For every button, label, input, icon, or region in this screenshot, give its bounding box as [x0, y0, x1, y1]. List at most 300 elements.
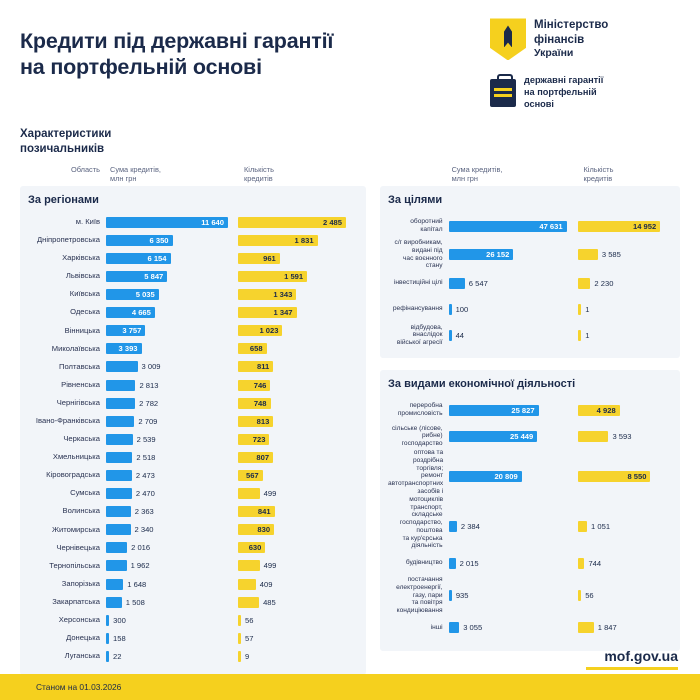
bar-value: 1 023 — [259, 326, 279, 336]
chart-row — [28, 213, 358, 231]
right-column-headers — [380, 165, 680, 187]
chart-row — [28, 304, 358, 322]
bar-cell — [106, 398, 238, 409]
bar-cell — [578, 249, 672, 260]
bar-value: 8 550 — [627, 471, 647, 481]
bar-cell — [106, 470, 238, 481]
bar — [238, 398, 271, 409]
ministry-logo-text — [534, 18, 608, 61]
col-header-count-right: Кількість кредитів — [583, 164, 614, 183]
bar-value: 935 — [455, 591, 469, 601]
panel-goals-title: За цілями — [388, 194, 443, 207]
row-label: с/г виробникам, видані під час воєнного стану — [394, 239, 443, 270]
bar — [106, 416, 134, 427]
col-header-region: Область — [70, 164, 100, 174]
chart-row — [388, 270, 672, 296]
chart-row — [388, 576, 672, 615]
row-label: Черкаська — [63, 434, 100, 444]
bar-cell — [238, 542, 358, 553]
bar-value: 44 — [455, 330, 465, 340]
bar-cell — [106, 597, 238, 608]
bar-cell — [578, 521, 672, 532]
bar-value: 6 350 — [149, 235, 169, 245]
bar-cell — [449, 622, 579, 633]
bar-value: 630 — [248, 543, 262, 553]
bar-cell — [449, 521, 579, 532]
chart-row — [28, 267, 358, 285]
chart-row — [28, 376, 358, 394]
bar-value: 1 — [585, 304, 590, 314]
bar — [449, 431, 538, 442]
bar-value: 723 — [252, 434, 266, 444]
chart-row — [28, 629, 358, 647]
footer-bar — [0, 674, 700, 700]
logo-block — [490, 18, 680, 111]
bar — [578, 431, 608, 442]
bar-value: 158 — [113, 633, 126, 643]
row-label: Чернівецька — [56, 542, 100, 552]
bar-cell — [449, 558, 579, 569]
bar-cell — [578, 304, 672, 315]
bar — [238, 488, 260, 499]
bar — [449, 558, 456, 569]
chart-row — [28, 394, 358, 412]
bar-cell — [106, 579, 238, 590]
bar-value: 14 952 — [632, 221, 657, 231]
bar-value: 2 518 — [136, 452, 156, 462]
bar-cell — [106, 651, 238, 662]
bar-cell — [449, 590, 579, 601]
bar-cell — [238, 235, 358, 246]
row-label: Київська — [69, 289, 100, 299]
bar — [238, 235, 318, 246]
bar — [449, 221, 567, 232]
bar-cell — [449, 221, 579, 232]
bar-value: 2 782 — [139, 398, 159, 408]
row-label: Хмельницька — [52, 452, 100, 462]
bar-value: 746 — [253, 380, 267, 390]
panel-regions — [20, 186, 366, 675]
bar — [106, 380, 135, 391]
bar-cell — [238, 289, 358, 300]
bar-value: 2 539 — [136, 434, 156, 444]
footer-note: Станом на 01.03.2026 — [36, 682, 122, 692]
bar-value: 25 449 — [510, 431, 534, 441]
bar — [578, 471, 650, 482]
bar — [238, 597, 259, 608]
row-label: Вінницька — [64, 325, 100, 335]
chart-row — [28, 340, 358, 358]
row-label: Донецька — [66, 633, 100, 643]
bar-value: 813 — [256, 416, 270, 426]
bar — [238, 542, 265, 553]
bar-value: 841 — [257, 507, 271, 517]
bar-value: 499 — [263, 489, 277, 499]
bar-cell — [578, 278, 672, 289]
bar-value: 22 — [113, 651, 122, 661]
bar-cell — [106, 361, 238, 372]
row-label: Одеська — [70, 307, 100, 317]
chart-row — [28, 466, 358, 484]
bar-value: 1 847 — [597, 623, 617, 633]
bar-value: 1 962 — [130, 561, 150, 571]
bar — [578, 405, 619, 416]
bar-cell — [578, 221, 672, 232]
bar — [106, 470, 132, 481]
bar-cell — [238, 560, 358, 571]
chart-row — [28, 521, 358, 539]
bar-cell — [238, 343, 358, 354]
briefcase-icon — [490, 79, 516, 107]
bar — [106, 398, 135, 409]
bar-cell — [578, 471, 672, 482]
bar — [449, 622, 460, 633]
bar-value: 811 — [256, 362, 270, 372]
bar-cell — [238, 488, 358, 499]
bar-value: 2 016 — [131, 543, 151, 553]
bar-cell — [449, 431, 579, 442]
program-logo-text — [524, 75, 603, 111]
bar-cell — [238, 416, 358, 427]
bar-value: 1 831 — [294, 235, 314, 245]
bar-cell — [106, 343, 238, 354]
left-column — [20, 165, 366, 676]
bar-value: 56 — [245, 615, 254, 625]
row-label: інші — [430, 624, 443, 632]
bar — [238, 506, 275, 517]
charts-columns — [20, 165, 680, 676]
bar-cell — [578, 431, 672, 442]
bar-value: 499 — [263, 561, 277, 571]
bar — [106, 434, 133, 445]
bar-value: 2 470 — [135, 489, 155, 499]
program-line-3: основі — [524, 98, 554, 109]
bar-value: 830 — [257, 525, 271, 535]
bar-cell — [238, 307, 358, 318]
bar — [106, 343, 142, 354]
bar-cell — [106, 633, 238, 644]
bar — [106, 524, 131, 535]
bar-value: 2 813 — [139, 380, 159, 390]
row-label: Тернопільська — [49, 560, 100, 570]
row-label: Івано-Франківська — [35, 416, 100, 426]
bar — [106, 253, 171, 264]
row-label: переробна промисловість — [397, 402, 443, 418]
bar-cell — [106, 615, 238, 626]
bar — [449, 471, 522, 482]
bar — [578, 622, 594, 633]
bar-cell — [238, 452, 358, 463]
bar — [238, 253, 280, 264]
bar — [106, 506, 131, 517]
row-label: Закарпатська — [52, 596, 100, 606]
site-url[interactable]: mof.gov.ua — [604, 648, 678, 664]
row-label: інвестиційні цілі — [393, 279, 443, 287]
bar-cell — [106, 380, 238, 391]
bar-cell — [106, 235, 238, 246]
bar-cell — [106, 524, 238, 535]
panel-activities — [380, 370, 680, 651]
bar-cell — [106, 506, 238, 517]
row-label: постачання електроенергії, газу, пари та повітря кондиціювання — [396, 576, 443, 615]
chart-row — [28, 412, 358, 430]
row-label: Кіровоградська — [46, 470, 100, 480]
bar-cell — [578, 405, 672, 416]
chart-row — [28, 322, 358, 340]
bar-value: 2 340 — [134, 525, 154, 535]
bar-cell — [106, 488, 238, 499]
chart-row — [28, 593, 358, 611]
ministry-line-1: Міністерство — [534, 19, 609, 31]
bar — [238, 470, 263, 481]
program-line-1: державні гарантії — [524, 74, 604, 85]
col-header-spacer — [388, 165, 448, 184]
bar-cell — [449, 330, 579, 341]
bar-value: 1 591 — [284, 271, 304, 281]
bar-cell — [238, 579, 358, 590]
ministry-line-3: України — [534, 47, 574, 60]
panel-regions-title: За регіонами — [28, 194, 99, 207]
chart-row — [28, 539, 358, 557]
program-line-2: на портфельній — [524, 86, 597, 97]
bar-value: 4 928 — [596, 405, 616, 415]
goals-rows — [388, 213, 672, 348]
row-label: Чернігівська — [56, 397, 100, 407]
page-title: Кредити під державні гарантії на портфельній основі — [20, 29, 334, 80]
chart-row — [28, 647, 358, 665]
bar-cell — [106, 416, 238, 427]
bar — [578, 521, 587, 532]
bar-value: 409 — [259, 579, 273, 589]
bar-cell — [449, 278, 579, 289]
bar — [106, 560, 127, 571]
header — [20, 18, 680, 111]
col-header-sum-right: Сума кредитів, млн грн — [451, 164, 503, 183]
chart-row — [28, 430, 358, 448]
bar — [578, 249, 598, 260]
row-label: будівництво — [405, 559, 443, 567]
chart-row — [28, 503, 358, 521]
bar-cell — [449, 249, 579, 260]
bar-cell — [238, 325, 358, 336]
bar-cell — [106, 542, 238, 553]
chart-row — [388, 397, 672, 423]
bar-value: 3 757 — [122, 326, 142, 336]
row-label: Луганська — [64, 651, 100, 661]
bar-cell — [106, 271, 238, 282]
bar-value: 20 809 — [494, 471, 518, 481]
bar — [238, 271, 307, 282]
bar — [106, 597, 122, 608]
bar-value: 2 363 — [134, 507, 154, 517]
bar-cell — [238, 597, 358, 608]
bar — [238, 343, 267, 354]
bar-cell — [578, 330, 672, 341]
bar-cell — [578, 622, 672, 633]
bar — [106, 325, 145, 336]
bar — [106, 271, 167, 282]
bar — [238, 307, 297, 318]
bar-value: 26 152 — [486, 250, 510, 260]
bar-value: 748 — [253, 398, 267, 408]
chart-row — [28, 249, 358, 267]
bar-value: 57 — [245, 633, 254, 643]
bar-cell — [238, 271, 358, 282]
bar — [106, 307, 155, 318]
row-label: Херсонська — [58, 615, 100, 625]
bar — [238, 452, 273, 463]
bar-value: 1 — [585, 330, 590, 340]
bar-value: 25 827 — [511, 405, 535, 415]
row-label: оптова та роздрібна торгівля; ремонт автотранспортних засобів і мотоциклів — [388, 449, 444, 503]
row-label: Дніпропетровська — [36, 235, 100, 245]
bar-cell — [449, 471, 578, 482]
bar-value: 1 051 — [591, 522, 611, 532]
chart-row — [28, 231, 358, 249]
bar — [238, 524, 274, 535]
chart-row — [388, 449, 672, 503]
bar-cell — [238, 217, 358, 228]
bar-cell — [106, 217, 238, 228]
bar — [238, 579, 256, 590]
bar-value: 567 — [245, 470, 259, 480]
bar-value: 485 — [263, 597, 276, 607]
bar — [238, 416, 273, 427]
chart-row — [388, 239, 672, 270]
right-column — [380, 165, 680, 676]
bar-value: 2 709 — [138, 416, 158, 426]
chart-row — [28, 611, 358, 629]
ministry-logo — [490, 18, 608, 61]
bar-value: 4 665 — [131, 308, 151, 318]
bar — [238, 289, 296, 300]
bar-value: 1 508 — [125, 597, 145, 607]
bar-value: 3 009 — [141, 362, 161, 372]
row-label: рефінансування — [392, 305, 443, 313]
bar — [238, 325, 282, 336]
bar-value: 961 — [263, 253, 276, 263]
bar-cell — [238, 470, 358, 481]
bar-value: 47 631 — [539, 221, 563, 231]
bar — [106, 235, 173, 246]
bar-cell — [238, 524, 358, 535]
row-label: м. Київ — [75, 216, 100, 226]
bar — [578, 278, 590, 289]
bar — [238, 560, 260, 571]
bar-value: 5 847 — [144, 271, 164, 281]
bar-value: 100 — [455, 304, 469, 314]
bar — [449, 405, 539, 416]
bar — [106, 217, 228, 228]
bar-value: 1 648 — [127, 579, 147, 589]
bar-value: 744 — [588, 558, 602, 568]
left-column-headers — [20, 165, 366, 187]
chart-row — [388, 504, 672, 551]
bar — [449, 249, 514, 260]
site-url-underline — [586, 667, 678, 670]
chart-row — [388, 296, 672, 322]
chart-row — [28, 358, 358, 376]
bar-cell — [106, 325, 238, 336]
bar-cell — [106, 560, 238, 571]
bar — [449, 521, 457, 532]
chart-row — [388, 615, 672, 641]
bar-cell — [238, 651, 358, 662]
bar-value: 1 347 — [273, 308, 293, 318]
chart-row — [28, 557, 358, 575]
bar-value: 6 547 — [468, 278, 488, 288]
activities-rows — [388, 397, 672, 641]
chart-row — [28, 485, 358, 503]
bar-cell — [238, 615, 358, 626]
bar-cell — [238, 380, 358, 391]
bar-cell — [106, 452, 238, 463]
row-label: Полтавська — [59, 361, 100, 371]
chart-row — [388, 423, 672, 449]
bar-value: 658 — [249, 344, 263, 354]
chart-row — [388, 550, 672, 576]
bar — [238, 380, 270, 391]
bar — [106, 289, 159, 300]
bar — [238, 217, 346, 228]
row-label: Сумська — [70, 488, 100, 498]
bar-value: 3 585 — [601, 250, 621, 260]
row-label: Рівненська — [61, 379, 100, 389]
bar-value: 2 485 — [322, 217, 342, 227]
bar-value: 2 230 — [594, 278, 614, 288]
row-label: Харківська — [62, 253, 100, 263]
row-label: Миколаївська — [51, 343, 100, 353]
bar-value: 2 473 — [135, 470, 155, 480]
bar-cell — [238, 506, 358, 517]
bar-value: 11 640 — [201, 217, 224, 227]
row-label: сільське (лісове, рибне) господарство — [391, 424, 443, 448]
row-label: Львівська — [65, 271, 100, 281]
bar-cell — [449, 405, 579, 416]
panel-goals — [380, 186, 680, 358]
ministry-line-2: фінансів — [534, 33, 585, 46]
bar-value: 2 384 — [460, 522, 480, 532]
col-header-count: Кількість кредитів — [244, 164, 274, 183]
bar — [106, 452, 132, 463]
bar-cell — [106, 434, 238, 445]
bar-cell — [106, 289, 238, 300]
bar — [449, 278, 465, 289]
bar-cell — [578, 590, 672, 601]
bar-value: 2 015 — [459, 558, 479, 568]
bar — [106, 579, 123, 590]
row-label: Житомирська — [51, 524, 100, 534]
chart-row — [28, 575, 358, 593]
row-label: оборотний капітал — [410, 218, 443, 234]
bar-cell — [449, 304, 579, 315]
bar-value: 3 055 — [463, 623, 483, 633]
program-logo — [490, 75, 603, 111]
chart-row — [388, 213, 672, 239]
chart-row — [28, 285, 358, 303]
row-label: Волинська — [62, 506, 100, 516]
chart-row — [388, 322, 672, 348]
bar-value: 1 343 — [273, 290, 293, 300]
panel-activities-title: За видами економічної діяльності — [388, 378, 576, 391]
bar-value: 5 035 — [135, 290, 155, 300]
bar-value: 3 593 — [612, 431, 632, 441]
bar — [106, 542, 127, 553]
bar — [106, 361, 138, 372]
bar-value: 56 — [585, 591, 594, 601]
bar-cell — [238, 361, 358, 372]
bar-cell — [106, 307, 238, 318]
